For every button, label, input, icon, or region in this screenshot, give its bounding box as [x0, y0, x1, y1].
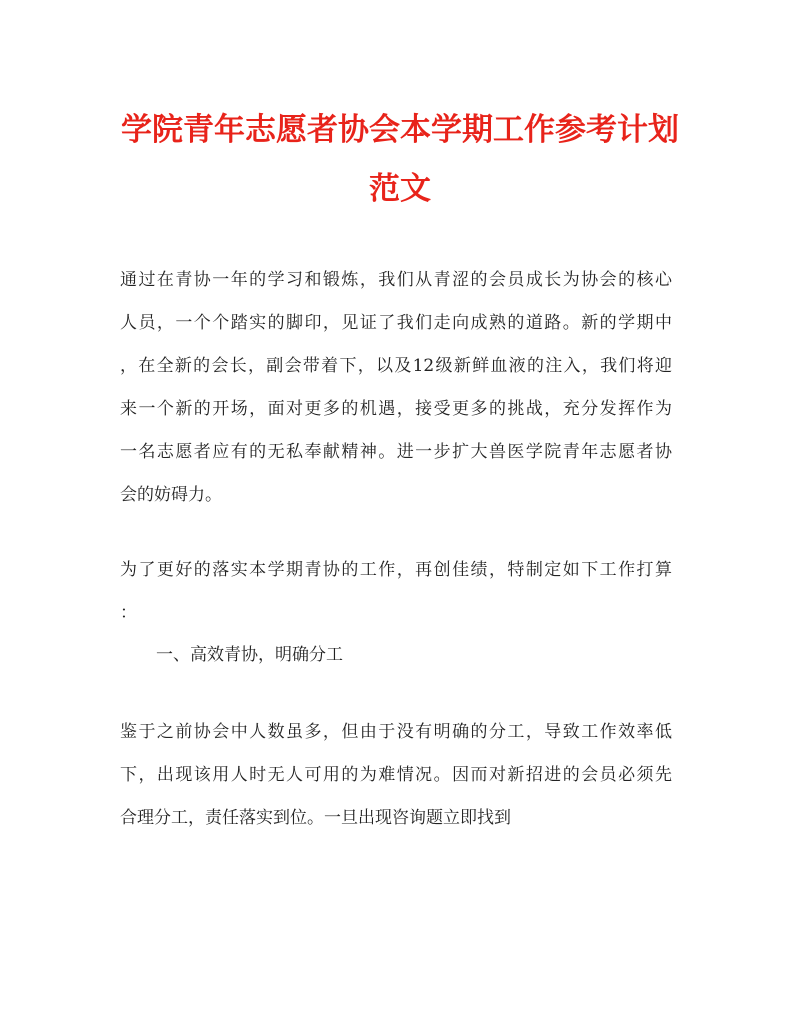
paragraph-line: 为了更好的落实本学期青协的工作，再创佳绩，特制定如下工作打算	[120, 560, 672, 580]
paragraph-line: 来一个新的开场，面对更多的机遇，接受更多的挑战，充分发挥作为	[120, 399, 672, 419]
section-heading-1: 一、高效青协，明确分工	[156, 645, 343, 665]
paragraph-line: 一名志愿者应有的无私奉献精神。进一步扩大兽医学院青年志愿者协	[120, 442, 672, 462]
paragraph-line: 人员，一个个踏实的脚印，见证了我们走向成熟的道路。新的学期中	[120, 313, 672, 333]
paragraph-line: 下，出现该用人时无人可用的为难情况。因而对新招进的会员必须先	[120, 765, 672, 785]
paragraph-line: ：	[120, 603, 137, 623]
paragraph-line: 会的妨碍力。	[120, 485, 222, 505]
document-title-line-2: 范文	[369, 171, 431, 207]
paragraph-line: 合理分工，责任落实到位。一旦出现咨询题立即找到	[120, 808, 511, 828]
paragraph-line: 通过在青协一年的学习和锻炼，我们从青涩的会员成长为协会的核心	[120, 270, 672, 290]
paragraph-line: 鉴于之前协会中人数虽多，但由于没有明确的分工，导致工作效率低	[120, 722, 672, 742]
document-title-line-1: 学院青年志愿者协会本学期工作参考计划	[121, 112, 679, 148]
paragraph-line: ，在全新的会长，副会带着下，以及12级新鲜血液的注入，我们将迎	[120, 356, 672, 376]
